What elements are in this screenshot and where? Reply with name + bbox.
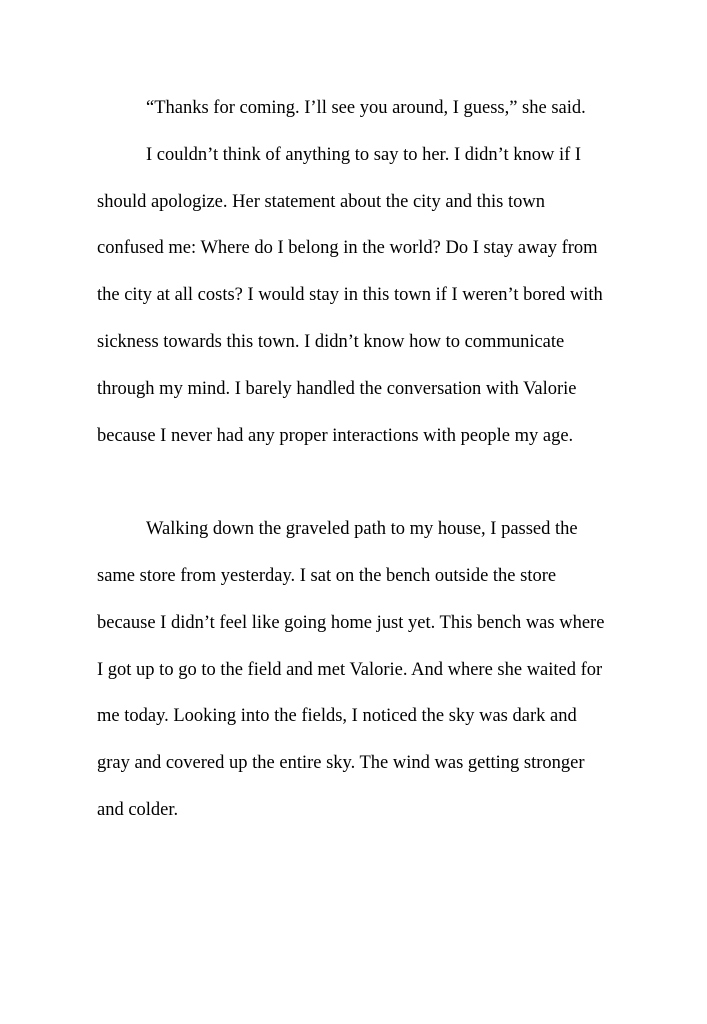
paragraph-dialogue: “Thanks for coming. I’ll see you around, I guess,” she said. xyxy=(146,98,586,118)
paragraph-reflection: I couldn’t think of anything to say to her. I didn’t know if I should apologize. Her statement about the city and this town confused me: Where do I belong in the world? Do I stay away from the city at all costs? I would stay in this town if I weren’t bored with sickness towards this town. I didn’t know how to communicate through my mind. I barely handled the conversation with Valorie because I never had any proper interactions with people my age. xyxy=(97,144,603,446)
body-text xyxy=(97,85,612,834)
section-break xyxy=(97,459,612,506)
paragraph-walking-home: Walking down the graveled path to my house, I passed the same store from yesterday. I sat on the bench outside the store because I didn’t feel like going home just yet. This bench was where I got up to go to the field and met Valorie. And where she waited for me today. Looking into the fields, I noticed the sky was dark and gray and covered up the entire sky. The wind was getting stronger and colder. xyxy=(97,519,605,820)
